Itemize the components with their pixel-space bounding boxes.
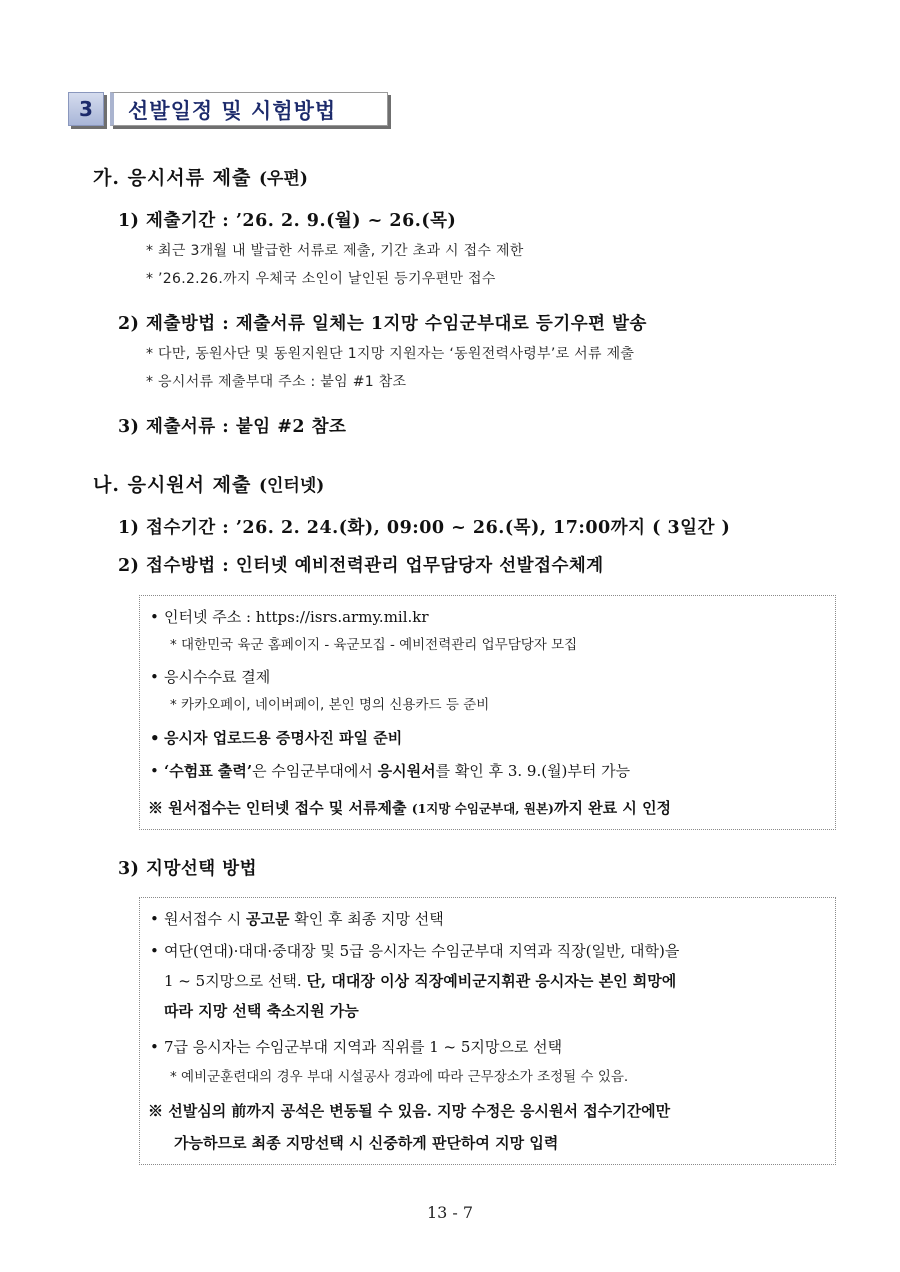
section-heading	[68, 90, 392, 130]
ga-item1-note2: * ’26.2.26.까지 우체국 소인이 날인된 등기우편만 접수	[146, 271, 496, 287]
box1-photo-text: 응시자 업로드용 증명사진 파일 준비	[164, 729, 403, 747]
box2-b1-a: 원서접수 시	[164, 910, 246, 928]
box1-fee-text: 응시수수료 결제	[164, 668, 271, 686]
na-item3-label: 3) 지망선택 방법	[118, 859, 258, 879]
ga-item1-note1: * 최근 3개월 내 발급한 서류로 제출, 기간 초과 시 접수 제한	[146, 243, 524, 259]
box2-bullet1	[150, 908, 444, 929]
subsection-ga-text: 가. 응시서류 제출	[93, 167, 252, 189]
box1-bullet-photo	[150, 727, 402, 748]
subsection-ga-title	[93, 163, 308, 190]
box1-ticket-bold1: ‘수험표 출력’	[164, 762, 253, 780]
box1-url-note: * 대한민국 육군 홈페이지 - 육군모집 - 예비전력관리 업무담당자 모집	[170, 637, 578, 653]
section-title: 선발일정 및 시험방법	[128, 99, 337, 123]
box1-bullet-fee	[150, 666, 270, 687]
box1-ticket-end: 를 확인 후 3. 9.(월)부터 가능	[435, 762, 631, 780]
ga-item2-note2: * 응시서류 제출부대 주소 : 붙임 #1 참조	[146, 374, 407, 390]
box1-ticket-bold2: 응시원서	[377, 762, 436, 780]
box1-warning-small: (1지망 수임군부대, 원본)	[411, 801, 554, 816]
subsection-na-text: 나. 응시원서 제출	[93, 474, 252, 496]
ga-item1-label: 1) 제출기간 : ’26. 2. 9.(월) ~ 26.(목)	[118, 211, 457, 231]
subsection-na-title	[93, 470, 324, 497]
bullet-icon: •	[150, 910, 159, 928]
box2-b2-line1-text: 여단(연대)·대대·중대장 및 5급 응시자는 수임군부대 지역과 직장(일반, 대학)을	[164, 942, 680, 960]
bullet-icon: •	[150, 1038, 159, 1056]
box1-warning	[148, 797, 671, 818]
na-item1-label: 1) 접수기간 : ’26. 2. 24.(화), 09:00 ~ 26.(목), 17:00까지 ( 3일간 )	[118, 518, 731, 538]
box2-bullet2-line2	[164, 970, 676, 991]
box1-fee-note: * 카카오페이, 네이버페이, 본인 명의 신용카드 등 준비	[170, 697, 490, 713]
box2-bullet2-line3: 따라 지망 선택 축소지원 가능	[164, 1002, 359, 1020]
box2-warning-line1: ※ 선발심의 前까지 공석은 변동될 수 있음. 지망 수정은 응시원서 접수기간에만	[148, 1102, 671, 1120]
section-title-box	[110, 92, 388, 126]
box1-ticket-mid: 은 수임군부대에서	[252, 762, 378, 780]
bullet-icon: •	[150, 608, 159, 626]
subsection-na-paren: (인터넷)	[258, 476, 325, 496]
box2-b1-b: 확인 후 최종 지망 선택	[289, 910, 444, 928]
box2-bullet2-line1	[150, 940, 679, 961]
ga-item2-note1: * 다만, 동원사단 및 동원지원단 1지망 지원자는 ‘동원전력사령부’로 서류 제출	[146, 346, 635, 362]
page-number: 13 - 7	[426, 1203, 474, 1222]
box2-bullet3	[150, 1036, 562, 1057]
box1-warning-a: ※ 원서접수는 인터넷 접수 및 서류제출	[148, 799, 412, 817]
application-method-box	[139, 595, 836, 830]
box2-warning-line2: 가능하므로 최종 지망선택 시 신중하게 판단하여 지망 입력	[174, 1134, 559, 1152]
box2-bullet3-note: * 예비군훈련대의 경우 부대 시설공사 경과에 따라 근무장소가 조정될 수 있음.	[170, 1069, 629, 1085]
ga-item2-label: 2) 제출방법 : 제출서류 일체는 1지망 수임군부대로 등기우편 발송	[118, 314, 647, 334]
section-number-badge: 3	[68, 92, 104, 126]
box2-b1-bold: 공고문	[246, 910, 290, 928]
subsection-ga-paren: (우편)	[258, 169, 308, 189]
box2-b3-text: 7급 응시자는 수임군부대 지역과 직위를 1 ~ 5지망으로 선택	[164, 1038, 563, 1056]
box1-url-text: 인터넷 주소 : https://isrs.army.mil.kr	[164, 608, 429, 626]
box1-warning-b: 까지 완료 시 인정	[553, 799, 672, 817]
box2-b2-line2-a: 1 ~ 5지망으로 선택.	[164, 972, 307, 990]
box2-b2-line2-bold: 단, 대대장 이상 직장예비군지휘관 응시자는 본인 희망에	[306, 972, 677, 990]
box1-bullet-ticket	[150, 760, 630, 781]
bullet-icon: •	[150, 762, 159, 780]
na-item2-label: 2) 접수방법 : 인터넷 예비전력관리 업무담당자 선발접수체계	[118, 556, 604, 576]
bullet-icon: •	[150, 729, 160, 747]
bullet-icon: •	[150, 668, 159, 686]
choice-method-box	[139, 897, 836, 1165]
bullet-icon: •	[150, 942, 159, 960]
ga-item3-label: 3) 제출서류 : 붙임 #2 참조	[118, 417, 347, 437]
box1-bullet-url	[150, 606, 429, 627]
